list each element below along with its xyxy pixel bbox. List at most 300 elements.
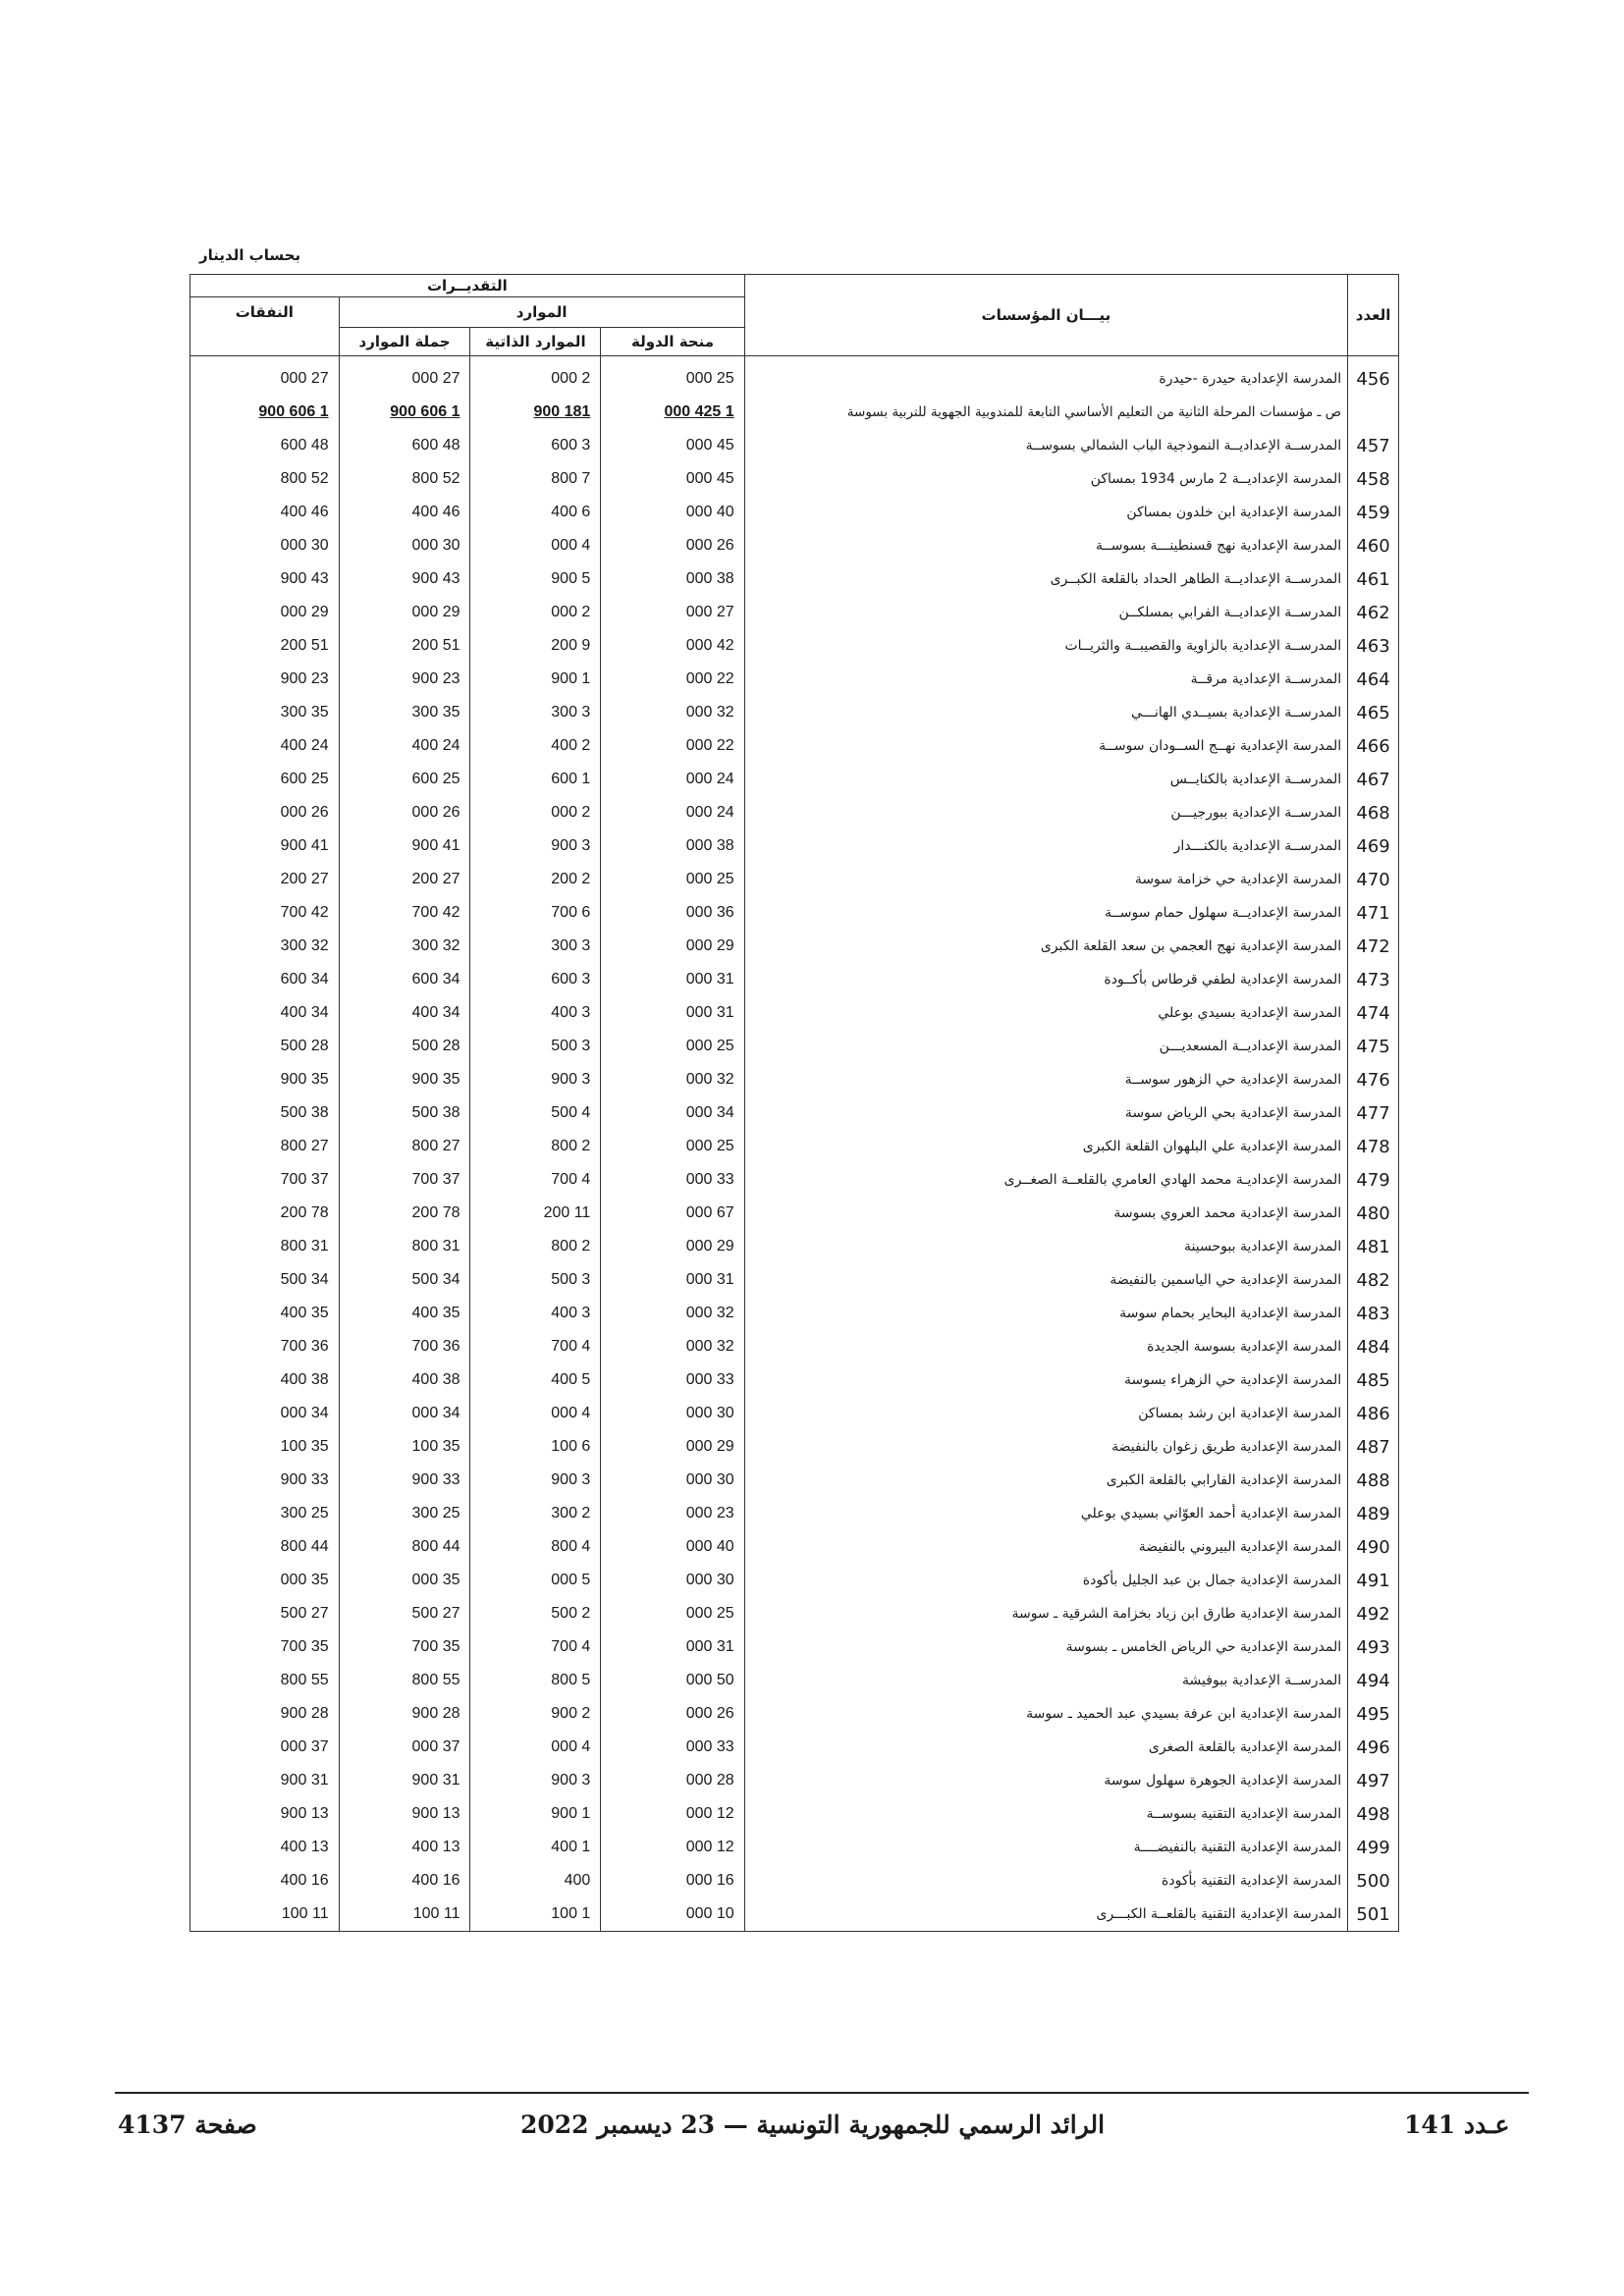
institution-name: المدرسة الإعدادية التقنية بالنفيضــــة xyxy=(744,1831,1347,1864)
institution-name: المدرسة الإعداديــة سهلول حمام سوســة xyxy=(744,896,1347,930)
own-resources-value: 5 400 xyxy=(470,1363,601,1397)
state-grant-value: 30 000 xyxy=(601,1464,744,1497)
own-resources-value: 3 600 xyxy=(470,963,601,996)
table-row xyxy=(190,1630,1399,1664)
expenses-value: 30 000 xyxy=(190,529,340,562)
total-resources-value: 13 400 xyxy=(339,1831,470,1864)
total-resources-value: 28 900 xyxy=(339,1697,470,1731)
table-row xyxy=(190,1063,1399,1096)
own-resources-value: 2 400 xyxy=(470,729,601,763)
footer-divider xyxy=(115,2092,1529,2094)
table-row xyxy=(190,829,1399,863)
row-number: 498 xyxy=(1348,1797,1399,1831)
state-grant-value: 24 000 xyxy=(601,763,744,796)
institution-name: المدرسة الإعدادية حي الزهراء بسوسة xyxy=(744,1363,1347,1397)
table-row xyxy=(190,396,1399,429)
own-resources-value: 6 400 xyxy=(470,496,601,529)
table-row xyxy=(190,1197,1399,1230)
expenses-value: 25 600 xyxy=(190,763,340,796)
row-number: 462 xyxy=(1348,596,1399,629)
own-resources-value: 4 000 xyxy=(470,1731,601,1764)
institution-name: المدرسة الإعدادية ابن عرفة بسيدي عبد الحميد ـ سوسة xyxy=(744,1697,1347,1731)
institution-name: المدرســة الإعدادية بالكنايــس xyxy=(744,763,1347,796)
row-number: 475 xyxy=(1348,1030,1399,1063)
total-resources-value: 33 900 xyxy=(339,1464,470,1497)
expenses-value xyxy=(190,396,340,429)
row-number: 492 xyxy=(1348,1597,1399,1630)
total-resources-value: 30 000 xyxy=(339,529,470,562)
row-number: 480 xyxy=(1348,1197,1399,1230)
state-grant-value: 29 000 xyxy=(601,1430,744,1464)
expenses-value: 27 000 xyxy=(190,356,340,397)
table-row xyxy=(190,1430,1399,1464)
expenses-value: 78 200 xyxy=(190,1197,340,1230)
expenses-value: 34 500 xyxy=(190,1263,340,1297)
own-resources-value: 2 000 xyxy=(470,596,601,629)
table-row xyxy=(190,1297,1399,1330)
own-resources-value: 2 200 xyxy=(470,863,601,896)
table-row xyxy=(190,1230,1399,1263)
expenses-value: 27 200 xyxy=(190,863,340,896)
total-resources-value: 43 900 xyxy=(339,562,470,596)
row-number: 487 xyxy=(1348,1430,1399,1464)
state-grant-value: 25 000 xyxy=(601,356,744,397)
row-number: 469 xyxy=(1348,829,1399,863)
institution-name: المدرسة الإعدادية حي الياسمين بالنفيضة xyxy=(744,1263,1347,1297)
state-grant-value: 26 000 xyxy=(601,1697,744,1731)
table-body xyxy=(190,356,1399,1932)
expenses-value: 27 500 xyxy=(190,1597,340,1630)
row-number: 472 xyxy=(1348,930,1399,963)
total-resources-value: 35 400 xyxy=(339,1297,470,1330)
expenses-value: 32 300 xyxy=(190,930,340,963)
institution-name: المدرسة الإعداديــة المسعديـــن xyxy=(744,1030,1347,1063)
expenses-value: 16 400 xyxy=(190,1864,340,1897)
state-grant-value: 12 000 xyxy=(601,1797,744,1831)
table-row xyxy=(190,529,1399,562)
table-row xyxy=(190,1797,1399,1831)
state-grant-value: 25 000 xyxy=(601,1597,744,1630)
table-row xyxy=(190,1397,1399,1430)
row-number: 488 xyxy=(1348,1464,1399,1497)
col-institutions-header: بيـــان المؤسسات xyxy=(744,275,1347,356)
expenses-value: 35 000 xyxy=(190,1564,340,1597)
total-resources-value: 16 400 xyxy=(339,1864,470,1897)
table-row xyxy=(190,1764,1399,1797)
institution-name: المدرسة الإعداديــة 2 مارس 1934 بمساكن xyxy=(744,462,1347,496)
institution-name: المدرسة الإعدادية نهج العجمي بن سعد القلعة الكبرى xyxy=(744,930,1347,963)
total-resources-value: 35 700 xyxy=(339,1630,470,1664)
state-grant-value: 30 000 xyxy=(601,1564,744,1597)
total-resources-value: 25 600 xyxy=(339,763,470,796)
expenses-value: 35 400 xyxy=(190,1297,340,1330)
institution-name: المدرســة الإعدادية مرقــة xyxy=(744,663,1347,696)
state-grant-value xyxy=(601,396,744,429)
state-grant-value: 38 000 xyxy=(601,829,744,863)
institution-name: المدرســة الإعدادية بالزاوية والقصيبــة والثريــات xyxy=(744,629,1347,663)
total-resources-value: 27 800 xyxy=(339,1130,470,1163)
table-row xyxy=(190,596,1399,629)
own-resources-value: 4 000 xyxy=(470,1397,601,1430)
row-number: 485 xyxy=(1348,1363,1399,1397)
expenses-value: 35 900 xyxy=(190,1063,340,1096)
total-resources-value: 13 900 xyxy=(339,1797,470,1831)
state-grant-value: 25 000 xyxy=(601,1130,744,1163)
institution-name: المدرسة الإعداديـة محمد الهادي العامري بالقلعــة الصغــرى xyxy=(744,1163,1347,1197)
institution-name: المدرسة الإعدادية طارق ابن زياد بخزامة الشرقية ـ سوسة xyxy=(744,1597,1347,1630)
total-resources-value: 35 000 xyxy=(339,1564,470,1597)
total-resources-value: 36 700 xyxy=(339,1330,470,1363)
total-resources-value: 34 400 xyxy=(339,996,470,1030)
institution-name: المدرســة الإعداديــة النموذجية الباب الشمالي بسوســة xyxy=(744,429,1347,462)
state-grant-value: 32 000 xyxy=(601,1063,744,1096)
own-resources-value: 3 400 xyxy=(470,1297,601,1330)
col-expenses-header: النفقات xyxy=(190,297,340,356)
total-resources-value: 41 900 xyxy=(339,829,470,863)
state-grant-value: 67 000 xyxy=(601,1197,744,1230)
total-resources-value: 25 300 xyxy=(339,1497,470,1530)
institution-name: المدرسة الإعدادية نهج قسنطينـــة بسوســة xyxy=(744,529,1347,562)
table-row xyxy=(190,1731,1399,1764)
institution-name: المدرسة الإعدادية بسوسة الجديدة xyxy=(744,1330,1347,1363)
total-resources-value: 31 900 xyxy=(339,1764,470,1797)
state-grant-value: 12 000 xyxy=(601,1831,744,1864)
own-resources-value: 7 800 xyxy=(470,462,601,496)
own-resources-value: 2 000 xyxy=(470,796,601,829)
row-number: 486 xyxy=(1348,1397,1399,1430)
state-grant-value: 31 000 xyxy=(601,996,744,1030)
table-row xyxy=(190,629,1399,663)
own-resources-value: 1 600 xyxy=(470,763,601,796)
total-resources-value: 28 500 xyxy=(339,1030,470,1063)
expenses-value: 34 400 xyxy=(190,996,340,1030)
row-number: 481 xyxy=(1348,1230,1399,1263)
state-grant-value: 29 000 xyxy=(601,1230,744,1263)
total-resources-value: 11 100 xyxy=(339,1897,470,1932)
row-number xyxy=(1348,396,1399,429)
institution-name: المدرسة الإعدادية بسيدي بوعلي xyxy=(744,996,1347,1030)
institution-name: المدرسة الإعدادية بحي الرياض سوسة xyxy=(744,1096,1347,1130)
expenses-value: 41 900 xyxy=(190,829,340,863)
state-grant-value-text: 1 425 000 xyxy=(664,403,734,420)
own-resources-value: 400 xyxy=(470,1864,601,1897)
col-number-header: العدد xyxy=(1348,275,1399,356)
expenses-value: 36 700 xyxy=(190,1330,340,1363)
own-resources-value: 3 500 xyxy=(470,1030,601,1063)
expenses-value: 28 900 xyxy=(190,1697,340,1731)
own-resources-value: 3 900 xyxy=(470,1464,601,1497)
state-grant-value: 25 000 xyxy=(601,863,744,896)
state-grant-value: 27 000 xyxy=(601,596,744,629)
expenses-value: 38 500 xyxy=(190,1096,340,1130)
institution-name: المدرسة الإعدادية البيروني بالنفيضة xyxy=(744,1530,1347,1564)
institution-name: المدرسة الإعدادية حيدرة ‑حيدرة xyxy=(744,356,1347,397)
state-grant-value: 40 000 xyxy=(601,496,744,529)
row-number: 493 xyxy=(1348,1630,1399,1664)
state-grant-value: 50 000 xyxy=(601,1664,744,1697)
table-row xyxy=(190,496,1399,529)
total-resources-value: 27 000 xyxy=(339,356,470,397)
row-number: 473 xyxy=(1348,963,1399,996)
state-grant-value: 45 000 xyxy=(601,462,744,496)
expenses-value: 29 000 xyxy=(190,596,340,629)
state-grant-value: 24 000 xyxy=(601,796,744,829)
own-resources-value: 3 300 xyxy=(470,930,601,963)
total-resources-value: 34 000 xyxy=(339,1397,470,1430)
row-number: 470 xyxy=(1348,863,1399,896)
expenses-value: 31 800 xyxy=(190,1230,340,1263)
state-grant-value: 22 000 xyxy=(601,729,744,763)
institution-name: المدرسة الإعدادية التقنية بأكودة xyxy=(744,1864,1347,1897)
expenses-value: 55 800 xyxy=(190,1664,340,1697)
own-resources-value: 4 500 xyxy=(470,1096,601,1130)
table-row xyxy=(190,1330,1399,1363)
total-resources-value: 34 500 xyxy=(339,1263,470,1297)
row-number: 501 xyxy=(1348,1897,1399,1932)
state-grant-value: 32 000 xyxy=(601,1297,744,1330)
institution-name: المدرســة الإعداديــة الفرابي بمسلكــن xyxy=(744,596,1347,629)
state-grant-value: 10 000 xyxy=(601,1897,744,1932)
own-resources-value: 3 600 xyxy=(470,429,601,462)
row-number: 490 xyxy=(1348,1530,1399,1564)
unit-label: بحساب الدينار xyxy=(199,246,301,264)
state-grant-value: 33 000 xyxy=(601,1731,744,1764)
expenses-value: 51 200 xyxy=(190,629,340,663)
expenses-value: 13 900 xyxy=(190,1797,340,1831)
row-number: 460 xyxy=(1348,529,1399,562)
institution-name: ص ـ مؤسسات المرحلة الثانية من التعليم الأساسي التابعة للمندوبية الجهوية للتربية بسوسة xyxy=(744,396,1347,429)
state-grant-value: 34 000 xyxy=(601,1096,744,1130)
state-grant-value: 40 000 xyxy=(601,1530,744,1564)
own-resources-value: 2 800 xyxy=(470,1130,601,1163)
row-number: 496 xyxy=(1348,1731,1399,1764)
institution-name: المدرسة الإعدادية التقنية بالقلعــة الكبـــرى xyxy=(744,1897,1347,1932)
row-number: 478 xyxy=(1348,1130,1399,1163)
table-row xyxy=(190,896,1399,930)
expenses-value: 24 400 xyxy=(190,729,340,763)
col-own-resources-header: الموارد الذاتية xyxy=(470,328,601,356)
institution-name: المدرسة الإعدادية البحاير بحمام سوسة xyxy=(744,1297,1347,1330)
own-resources-value: 3 900 xyxy=(470,1063,601,1096)
table-row xyxy=(190,930,1399,963)
own-resources-value: 2 800 xyxy=(470,1230,601,1263)
table-row xyxy=(190,1363,1399,1397)
row-number: 476 xyxy=(1348,1063,1399,1096)
institution-name: المدرسة الإعدادية نهــج الســودان سوســة xyxy=(744,729,1347,763)
institution-name: المدرسة الإعدادية ابن خلدون بمساكن xyxy=(744,496,1347,529)
table-row xyxy=(190,729,1399,763)
state-grant-value: 32 000 xyxy=(601,1330,744,1363)
table-row xyxy=(190,356,1399,397)
budget-table xyxy=(189,274,1399,1932)
state-grant-value: 33 000 xyxy=(601,1163,744,1197)
expenses-value: 34 600 xyxy=(190,963,340,996)
row-number: 489 xyxy=(1348,1497,1399,1530)
institution-name: المدرسة الإعدادية بالقلعة الصغرى xyxy=(744,1731,1347,1764)
total-resources-value: 37 000 xyxy=(339,1731,470,1764)
total-resources-value: 24 400 xyxy=(339,729,470,763)
row-number: 471 xyxy=(1348,896,1399,930)
own-resources-value: 1 400 xyxy=(470,1831,601,1864)
table-row xyxy=(190,1831,1399,1864)
expenses-value: 37 000 xyxy=(190,1731,340,1764)
state-grant-value: 29 000 xyxy=(601,930,744,963)
row-number: 495 xyxy=(1348,1697,1399,1731)
row-number: 494 xyxy=(1348,1664,1399,1697)
row-number: 484 xyxy=(1348,1330,1399,1363)
own-resources-value: 2 500 xyxy=(470,1597,601,1630)
institution-name: المدرسة الإعدادية أحمد العوّاني بسيدي بوعلي xyxy=(744,1497,1347,1530)
institution-name: المدرســة الإعدادية ببوفيشة xyxy=(744,1664,1347,1697)
state-grant-value: 28 000 xyxy=(601,1764,744,1797)
state-grant-value: 25 000 xyxy=(601,1030,744,1063)
total-resources-value: 23 900 xyxy=(339,663,470,696)
table-row xyxy=(190,1864,1399,1897)
table-row xyxy=(190,1030,1399,1063)
total-resources-value: 35 900 xyxy=(339,1063,470,1096)
own-resources-value: 1 100 xyxy=(470,1897,601,1932)
institution-name: المدرسة الإعدادية لطفي قرطاس بأكــودة xyxy=(744,963,1347,996)
own-resources-value: 6 700 xyxy=(470,896,601,930)
row-number: 464 xyxy=(1348,663,1399,696)
table-row xyxy=(190,1664,1399,1697)
total-resources-value: 46 400 xyxy=(339,496,470,529)
row-number: 491 xyxy=(1348,1564,1399,1597)
row-number: 465 xyxy=(1348,696,1399,729)
table-row xyxy=(190,663,1399,696)
expenses-value: 28 500 xyxy=(190,1030,340,1063)
table-row xyxy=(190,763,1399,796)
state-grant-value: 42 000 xyxy=(601,629,744,663)
state-grant-value: 31 000 xyxy=(601,1630,744,1664)
expenses-value: 11 100 xyxy=(190,1897,340,1932)
table-row xyxy=(190,1130,1399,1163)
own-resources-value: 4 000 xyxy=(470,529,601,562)
state-grant-value: 36 000 xyxy=(601,896,744,930)
row-number: 468 xyxy=(1348,796,1399,829)
expenses-value: 26 000 xyxy=(190,796,340,829)
total-resources-value: 27 500 xyxy=(339,1597,470,1630)
own-resources-value: 3 900 xyxy=(470,1764,601,1797)
expenses-value: 35 700 xyxy=(190,1630,340,1664)
row-number: 499 xyxy=(1348,1831,1399,1864)
expenses-value: 42 700 xyxy=(190,896,340,930)
own-resources-value: 11 200 xyxy=(470,1197,601,1230)
row-number: 500 xyxy=(1348,1864,1399,1897)
table-row xyxy=(190,429,1399,462)
institution-name: المدرســة الإعدادية ببورجيـــن xyxy=(744,796,1347,829)
table-row xyxy=(190,963,1399,996)
expenses-value: 43 900 xyxy=(190,562,340,596)
row-number: 467 xyxy=(1348,763,1399,796)
own-resources-value: 5 800 xyxy=(470,1664,601,1697)
table-row xyxy=(190,696,1399,729)
institution-name: المدرسة الإعدادية الجوهرة سهلول سوسة xyxy=(744,1764,1347,1797)
institution-name: المدرسة الإعدادية جمال بن عبد الجليل بأكودة xyxy=(744,1564,1347,1597)
state-grant-value: 31 000 xyxy=(601,1263,744,1297)
row-number: 456 xyxy=(1348,356,1399,397)
state-grant-value: 32 000 xyxy=(601,696,744,729)
table-row xyxy=(190,796,1399,829)
expenses-value: 35 300 xyxy=(190,696,340,729)
row-number: 458 xyxy=(1348,462,1399,496)
own-resources-value: 6 100 xyxy=(470,1430,601,1464)
expenses-value: 27 800 xyxy=(190,1130,340,1163)
total-resources-value: 51 200 xyxy=(339,629,470,663)
expenses-value: 34 000 xyxy=(190,1397,340,1430)
total-resources-value: 34 600 xyxy=(339,963,470,996)
total-resources-value xyxy=(339,396,470,429)
institution-name: المدرســة الإعداديــة الطاهر الحداد بالقلعة الكبــرى xyxy=(744,562,1347,596)
total-resources-value: 32 300 xyxy=(339,930,470,963)
total-resources-value: 35 300 xyxy=(339,696,470,729)
institution-name: المدرســة الإعدادية بسيــدي الهانـــي xyxy=(744,696,1347,729)
total-resources-value: 29 000 xyxy=(339,596,470,629)
total-resources-value: 35 100 xyxy=(339,1430,470,1464)
institution-name: المدرســة الإعدادية بالكنـــدار xyxy=(744,829,1347,863)
row-number: 459 xyxy=(1348,496,1399,529)
expenses-value: 25 300 xyxy=(190,1497,340,1530)
own-resources-value: 5 000 xyxy=(470,1564,601,1597)
institution-name: المدرسة الإعدادية حي خزامة سوسة xyxy=(744,863,1347,896)
expenses-value: 38 400 xyxy=(190,1363,340,1397)
expenses-value: 48 600 xyxy=(190,429,340,462)
expenses-value-text: 1 606 900 xyxy=(258,403,329,420)
row-number: 482 xyxy=(1348,1263,1399,1297)
table-row xyxy=(190,1897,1399,1932)
total-resources-value: 27 200 xyxy=(339,863,470,896)
expenses-value: 33 900 xyxy=(190,1464,340,1497)
institution-name: المدرسة الإعدادية ببوحسينة xyxy=(744,1230,1347,1263)
own-resources-value: 1 900 xyxy=(470,663,601,696)
own-resources-value: 3 300 xyxy=(470,696,601,729)
own-resources-value: 4 700 xyxy=(470,1630,601,1664)
own-resources-value: 4 700 xyxy=(470,1163,601,1197)
own-resources-value-text: 181 900 xyxy=(533,403,591,420)
total-resources-value: 52 800 xyxy=(339,462,470,496)
table-row xyxy=(190,996,1399,1030)
page-number: صفحة 4137 xyxy=(118,2110,257,2139)
expenses-value: 37 700 xyxy=(190,1163,340,1197)
total-resources-value: 31 800 xyxy=(339,1230,470,1263)
table-row xyxy=(190,1497,1399,1530)
total-resources-value: 42 700 xyxy=(339,896,470,930)
state-grant-value: 23 000 xyxy=(601,1497,744,1530)
col-resources-header: الموارد xyxy=(339,297,744,328)
institution-name: المدرسة الإعدادية علي البلهوان القلعة الكبرى xyxy=(744,1130,1347,1163)
expenses-value: 44 800 xyxy=(190,1530,340,1564)
expenses-value: 52 800 xyxy=(190,462,340,496)
table-row xyxy=(190,562,1399,596)
row-number: 466 xyxy=(1348,729,1399,763)
col-estimates-header: التقديــرات xyxy=(190,275,745,297)
institution-name: المدرسة الإعدادية محمد العروي بسوسة xyxy=(744,1197,1347,1230)
state-grant-value: 26 000 xyxy=(601,529,744,562)
state-grant-value: 33 000 xyxy=(601,1363,744,1397)
own-resources-value xyxy=(470,396,601,429)
state-grant-value: 45 000 xyxy=(601,429,744,462)
institution-name: المدرسة الإعدادية طريق زغوان بالنفيضة xyxy=(744,1430,1347,1464)
table-row xyxy=(190,462,1399,496)
row-number: 497 xyxy=(1348,1764,1399,1797)
state-grant-value: 38 000 xyxy=(601,562,744,596)
institution-name: المدرسة الإعدادية حي الزهور سوســة xyxy=(744,1063,1347,1096)
table-row xyxy=(190,1464,1399,1497)
total-resources-value: 38 500 xyxy=(339,1096,470,1130)
row-number: 461 xyxy=(1348,562,1399,596)
state-grant-value: 31 000 xyxy=(601,963,744,996)
state-grant-value: 22 000 xyxy=(601,663,744,696)
